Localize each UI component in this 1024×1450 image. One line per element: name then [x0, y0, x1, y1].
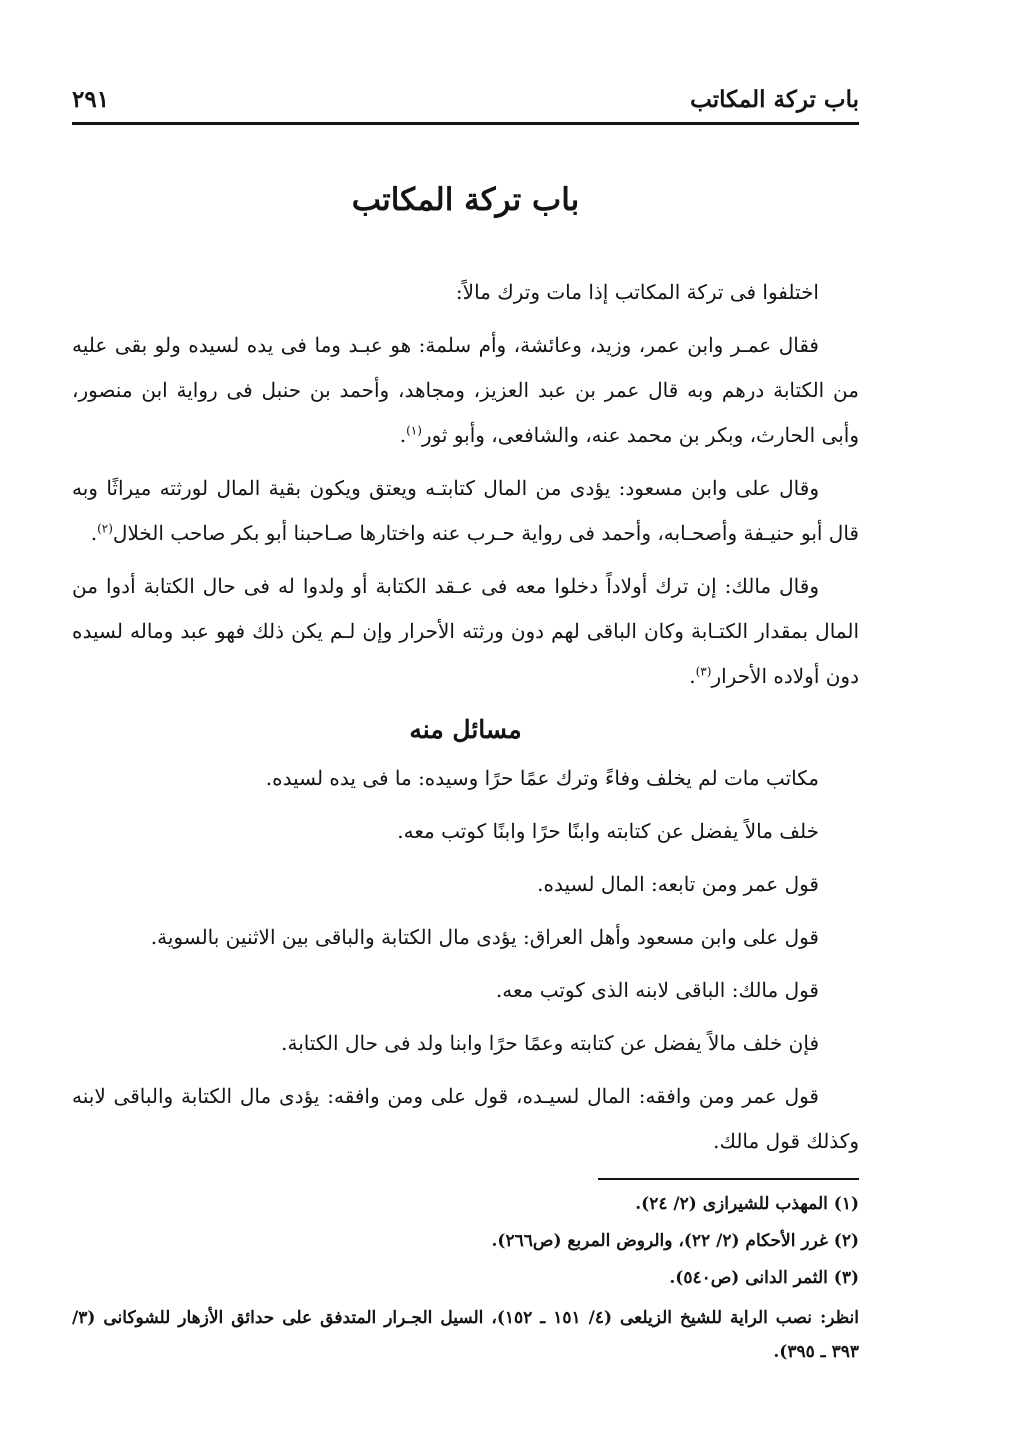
paragraph-1-text: فقال عمـر وابن عمر، وزيد، وعائشة، وأم سلمة: هو عبـد وما فى يده لسيده ولو بقى عليه من الكتابة درهم وبه قال عمر بن عبد العزيز، ومجاهد، وأحمد بن حنبل فى رواية ابن منصور، وأبى الحارث، وبكر بن محمد عنه، والشافعى، وأبو ثور: [72, 333, 859, 447]
issue-item: قول على وابن مسعود وأهل العراق: يؤدى مال الكتابة والباقى بين الاثنين بالسوية.: [150, 925, 819, 949]
paragraph-3: وقال مالك: إن ترك أولاداً دخلوا معه فى عـقد الكتابة أو ولدوا له فى حال الكتابة أدوا من المال بمقدار الكتـابة وكان الباقى لهم دون ورثته الأحرار وإن لـم يكن ذلك فهو عبد وماله لسيده دون أولاده الأحرار$^{(٣)}$.: [72, 574, 859, 688]
issue-item: قول عمر ومن تابعه: المال لسيده.: [537, 872, 819, 896]
issue-item: مكاتب مات لم يخلف وفاءً وترك عمًا حرًا وسيده: ما فى يده لسيده.: [265, 766, 819, 790]
issue-item: قول عمر ومن وافقه: المال لسيـده، قول على ومن وافقه: يؤدى مال الكتابة والباقى لابنه وكذلك قول مالك.: [72, 1084, 859, 1153]
paragraph-1: فقال عمـر وابن عمر، وزيد، وعائشة، وأم سلمة: هو عبـد وما فى يده لسيده ولو بقى عليه من الكتابة درهم وبه قال عمر بن عبد العزيز، ومجاهد، وأحمد بن حنبل فى رواية ابن منصور، وأبى الحارث، وبكر بن محمد عنه، والشافعى، وأبو ثور$^{(١)}$.: [72, 333, 859, 447]
footnote-1: (١) المهذب للشيرازى (٢/ ٢٤).: [635, 1194, 859, 1214]
footnotes: [72, 1186, 859, 1369]
footnote-ref-2: (٢): [97, 521, 113, 536]
paragraph-2-text: وقال على وابن مسعود: يؤدى من المال كتابتـه ويعتق ويكون بقية المال لورثته ميراثًا وبه قال أبو حنيـفة وأصحـابه، وأحمد فى رواية حـرب عنه واختارها صـاحبنا أبو بكر صاحب الخلال: [72, 476, 859, 545]
header-rule: [72, 122, 859, 125]
issue-item: قول مالك: الباقى لابنه الذى كوتب معه.: [495, 978, 819, 1002]
chapter-title: باب تركة المكاتب: [351, 182, 580, 218]
footnote-rule: [598, 1178, 859, 1180]
section-title: مسائل منه: [409, 715, 522, 744]
page-number: ٢٩١: [72, 86, 110, 113]
issue-item: خلف مالاً يفضل عن كتابته وابنًا حرًا وابنًا كوتب معه.: [397, 819, 819, 843]
main-text: [72, 270, 859, 1172]
footnote-ref-1: (١): [406, 423, 422, 438]
footnote-ref-3: (٣): [695, 664, 712, 679]
running-header: [72, 78, 859, 124]
issue-item: فإن خلف مالاً يفضل عن كتابته وعمًا حرًا وابنا ولد فى حال الكتابة.: [281, 1031, 819, 1055]
footnote-3: (٣) الثمر الدانى (ص٥٤٠).: [669, 1268, 859, 1288]
running-title: باب تركة المكاتب: [690, 86, 859, 113]
paragraph-3-text: وقال مالك: إن ترك أولاداً دخلوا معه فى عـقد الكتابة أو ولدوا له فى حال الكتابة أدوا من المال بمقدار الكتـابة وكان الباقى لهم دون ورثته الأحرار وإن لـم يكن ذلك فهو عبد وماله لسيده دون أولاده الأحرار: [72, 574, 859, 688]
footnote-2: (٢) غرر الأحكام (٢/ ٢٢)، والروض المربع (ص٢٦٦).: [491, 1231, 859, 1251]
paragraph-2: وقال على وابن مسعود: يؤدى من المال كتابتـه ويعتق ويكون بقية المال لورثته ميراثًا وبه قال أبو حنيـفة وأصحـابه، وأحمد فى رواية حـرب عنه واختارها صـاحبنا أبو بكر صاحب الخلال$^{(٢)}$.: [72, 476, 859, 545]
see-also-note: انظر: نصب الراية للشيخ الزيلعى (٤/ ١٥١ ـ ١٥٢)، السيل الجـرار المتدفق على حدائق الأزهار للشوكانى (٣/ ٣٩٣ ـ ٣٩٥).: [72, 1308, 859, 1362]
intro-paragraph: اختلفوا فى تركة المكاتب إذا مات وترك مالاً:: [455, 280, 819, 304]
